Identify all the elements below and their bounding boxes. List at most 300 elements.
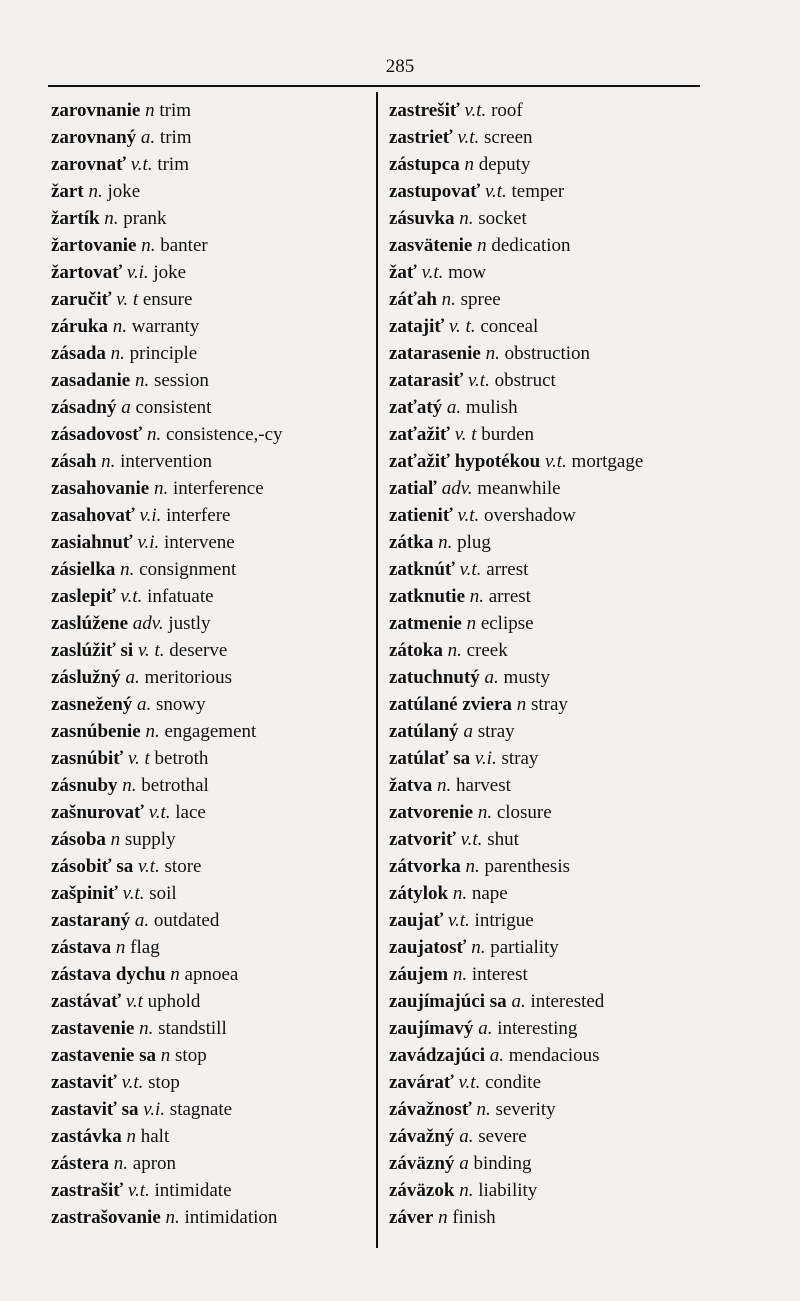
dictionary-entry <box>51 1015 373 1042</box>
entry-translation: mulish <box>465 397 518 418</box>
entry-headword: zasadanie <box>51 370 131 391</box>
entry-translation: infatuate <box>147 586 214 607</box>
entry-headword: zastupovať <box>389 181 481 202</box>
entry-part-of-speech: a. <box>484 667 499 688</box>
entry-part-of-speech: n. <box>113 1153 129 1174</box>
dictionary-entry <box>389 394 699 421</box>
entry-part-of-speech: v.t. <box>130 154 153 175</box>
dictionary-entry <box>51 448 373 475</box>
entry-part-of-speech: v. t. <box>449 316 476 337</box>
entry-translation: partiality <box>490 937 559 958</box>
dictionary-entry <box>51 232 373 259</box>
entry-headword: zástava <box>51 937 112 958</box>
dictionary-entry <box>389 691 699 718</box>
dictionary-entry <box>51 718 373 745</box>
entry-translation: intimidation <box>184 1207 278 1228</box>
entry-part-of-speech: a <box>463 721 473 742</box>
entry-translation: banter <box>160 235 208 256</box>
entry-translation: trim <box>159 100 192 121</box>
dictionary-entry <box>389 907 699 934</box>
dictionary-entry <box>51 961 373 988</box>
entry-part-of-speech: n <box>516 694 527 715</box>
entry-translation: intimidate <box>154 1180 232 1201</box>
entry-part-of-speech: n <box>438 1207 448 1228</box>
entry-part-of-speech: n. <box>441 289 456 310</box>
entry-translation: flag <box>130 937 160 958</box>
entry-headword: závažnosť <box>389 1099 472 1120</box>
entry-translation: betroth <box>154 748 209 769</box>
dictionary-entry <box>389 232 699 259</box>
entry-part-of-speech: a. <box>446 397 462 418</box>
dictionary-entry <box>51 259 373 286</box>
entry-translation: mendacious <box>508 1045 600 1066</box>
dictionary-entry <box>389 772 699 799</box>
entry-headword: zatuchnutý <box>389 667 480 688</box>
entry-part-of-speech: n. <box>465 856 480 877</box>
entry-headword: zavádzajúci <box>389 1045 486 1066</box>
entry-headword: zatúlať sa <box>389 748 471 769</box>
entry-translation: intrigue <box>474 910 534 931</box>
entry-part-of-speech: n. <box>447 640 462 661</box>
dictionary-entry <box>51 934 373 961</box>
entry-translation: principle <box>129 343 198 364</box>
entry-headword: záujem <box>389 964 449 985</box>
entry-part-of-speech: n. <box>438 532 453 553</box>
entry-translation: roof <box>491 100 523 121</box>
entry-translation: stray <box>530 694 568 715</box>
entry-headword: zaslúžiť si <box>51 640 134 661</box>
entry-headword: zátoka <box>389 640 443 661</box>
entry-headword: zátylok <box>389 883 449 904</box>
entry-translation: meritorious <box>144 667 233 688</box>
entry-headword: zásobiť sa <box>51 856 134 877</box>
entry-part-of-speech: n. <box>101 451 116 472</box>
entry-headword: zasahovanie <box>51 478 150 499</box>
dictionary-entry <box>51 1096 373 1123</box>
entry-translation: standstill <box>158 1018 227 1039</box>
dictionary-entry <box>389 1096 699 1123</box>
entry-headword: zásoba <box>51 829 106 850</box>
dictionary-entry <box>389 1069 699 1096</box>
entry-part-of-speech: v.t <box>125 991 143 1012</box>
entry-part-of-speech: v.t. <box>468 370 490 391</box>
entry-headword: zaručiť <box>51 289 112 310</box>
entry-translation: uphold <box>147 991 201 1012</box>
entry-part-of-speech: v.t. <box>459 559 482 580</box>
right-column <box>389 97 699 1231</box>
entry-translation: finish <box>452 1207 496 1228</box>
entry-part-of-speech: v.t. <box>458 1072 481 1093</box>
entry-part-of-speech: v.t. <box>457 127 480 148</box>
dictionary-entry <box>389 97 699 124</box>
entry-headword: zatiaľ <box>389 478 437 499</box>
entry-part-of-speech: n. <box>471 937 486 958</box>
dictionary-entry <box>389 988 699 1015</box>
entry-part-of-speech: a. <box>478 1018 493 1039</box>
dictionary-entry <box>51 475 373 502</box>
entry-headword: zašnurovať <box>51 802 144 823</box>
entry-headword: zastrašiť <box>51 1180 124 1201</box>
entry-translation: shut <box>487 829 519 850</box>
entry-headword: zastrieť <box>389 127 453 148</box>
entry-translation: harvest <box>456 775 511 796</box>
entry-part-of-speech: n. <box>104 208 119 229</box>
entry-headword: zastaraný <box>51 910 131 931</box>
entry-headword: zásada <box>51 343 106 364</box>
entry-part-of-speech: v.t. <box>464 100 487 121</box>
entry-headword: zaslepiť <box>51 586 116 607</box>
entry-part-of-speech: n <box>110 829 121 850</box>
entry-headword: zaslúžene <box>51 613 129 634</box>
entry-part-of-speech: v.t. <box>447 910 470 931</box>
dictionary-entry <box>389 637 699 664</box>
entry-part-of-speech: n. <box>452 883 468 904</box>
dictionary-entry <box>389 610 699 637</box>
entry-part-of-speech: n. <box>153 478 169 499</box>
entry-headword: zaťatý <box>389 397 443 418</box>
entry-headword: zátvorka <box>389 856 461 877</box>
entry-translation: justly <box>168 613 211 634</box>
entry-headword: zástupca <box>389 154 460 175</box>
entry-headword: žart <box>51 181 84 202</box>
entry-translation: meanwhile <box>477 478 561 499</box>
dictionary-entry <box>389 313 699 340</box>
entry-headword: zasiahnuť <box>51 532 133 553</box>
entry-part-of-speech: n <box>160 1045 171 1066</box>
entry-part-of-speech: v. t <box>116 289 139 310</box>
entry-headword: zasahovať <box>51 505 135 526</box>
entry-headword: zaujatosť <box>389 937 467 958</box>
entry-part-of-speech: a. <box>511 991 526 1012</box>
entry-part-of-speech: n <box>115 937 126 958</box>
entry-translation: plug <box>457 532 491 553</box>
dictionary-entry <box>389 934 699 961</box>
entry-part-of-speech: n <box>145 100 155 121</box>
entry-part-of-speech: v. t. <box>137 640 165 661</box>
entry-headword: zastavenie sa <box>51 1045 157 1066</box>
entry-translation: arrest <box>488 586 531 607</box>
dictionary-entry <box>51 745 373 772</box>
dictionary-entry <box>51 799 373 826</box>
entry-part-of-speech: v. t <box>127 748 150 769</box>
entry-translation: severity <box>495 1099 556 1120</box>
entry-translation: halt <box>140 1126 170 1147</box>
entry-part-of-speech: a. <box>125 667 140 688</box>
entry-headword: zavárať <box>389 1072 454 1093</box>
dictionary-entry <box>389 178 699 205</box>
dictionary-entry <box>51 286 373 313</box>
page-number: 285 <box>385 56 415 77</box>
entry-part-of-speech: a. <box>137 694 152 715</box>
dictionary-entry <box>51 421 373 448</box>
entry-part-of-speech: a. <box>459 1126 474 1147</box>
entry-headword: zástava dychu <box>51 964 166 985</box>
entry-headword: žatva <box>389 775 433 796</box>
entry-translation: lace <box>175 802 206 823</box>
entry-translation: parenthesis <box>484 856 570 877</box>
entry-headword: zaujímajúci sa <box>389 991 507 1012</box>
entry-headword: zatieniť <box>389 505 453 526</box>
entry-translation: interesting <box>497 1018 578 1039</box>
entry-translation: deserve <box>169 640 228 661</box>
entry-translation: deputy <box>478 154 531 175</box>
entry-translation: engagement <box>164 721 257 742</box>
entry-headword: záruka <box>51 316 108 337</box>
entry-part-of-speech: v.t. <box>127 1180 150 1201</box>
dictionary-entry <box>51 880 373 907</box>
entry-headword: žartovanie <box>51 235 137 256</box>
entry-translation: interest <box>471 964 528 985</box>
entry-translation: dedication <box>491 235 571 256</box>
entry-part-of-speech: adv. <box>441 478 473 499</box>
entry-part-of-speech: adv. <box>132 613 164 634</box>
entry-translation: obstruct <box>494 370 556 391</box>
dictionary-entry <box>389 421 699 448</box>
dictionary-entry <box>51 97 373 124</box>
entry-part-of-speech: n <box>466 613 477 634</box>
entry-headword: zatarasenie <box>389 343 481 364</box>
dictionary-entry <box>389 529 699 556</box>
entry-part-of-speech: n. <box>459 1180 474 1201</box>
entry-part-of-speech: v.t. <box>121 1072 144 1093</box>
dictionary-entry <box>51 205 373 232</box>
dictionary-entry <box>389 664 699 691</box>
entry-part-of-speech: n <box>170 964 180 985</box>
entry-part-of-speech: a. <box>134 910 150 931</box>
entry-part-of-speech: a <box>459 1153 469 1174</box>
dictionary-entry <box>51 1150 373 1177</box>
entry-translation: stray <box>501 748 539 769</box>
dictionary-entry <box>389 259 699 286</box>
dictionary-entry <box>51 1123 373 1150</box>
entry-headword: záväzok <box>389 1180 455 1201</box>
entry-translation: conceal <box>480 316 539 337</box>
dictionary-entry <box>389 826 699 853</box>
entry-translation: supply <box>124 829 176 850</box>
entry-translation: joke <box>107 181 141 202</box>
dictionary-entry <box>389 286 699 313</box>
entry-part-of-speech: v.t. <box>544 451 567 472</box>
dictionary-entry <box>51 1177 373 1204</box>
dictionary-entry <box>51 1042 373 1069</box>
entry-headword: závažný <box>389 1126 455 1147</box>
entry-headword: žartovať <box>51 262 123 283</box>
dictionary-entry <box>389 1150 699 1177</box>
dictionary-entry <box>389 448 699 475</box>
entry-headword: záväzný <box>389 1153 455 1174</box>
entry-headword: zasnúbiť <box>51 748 124 769</box>
entry-translation: ensure <box>142 289 193 310</box>
entry-translation: closure <box>496 802 552 823</box>
dictionary-entry <box>51 610 373 637</box>
dictionary-entry <box>389 880 699 907</box>
dictionary-entry <box>389 745 699 772</box>
entry-translation: eclipse <box>480 613 534 634</box>
dictionary-entry <box>389 367 699 394</box>
entry-headword: zarovnať <box>51 154 126 175</box>
entry-headword: zastavenie <box>51 1018 135 1039</box>
dictionary-entry <box>51 313 373 340</box>
entry-headword: zarovnanie <box>51 100 141 121</box>
dictionary-entry <box>51 178 373 205</box>
entry-part-of-speech: n. <box>469 586 484 607</box>
entry-part-of-speech: v.t. <box>484 181 507 202</box>
dictionary-entry <box>51 691 373 718</box>
entry-part-of-speech: n. <box>452 964 468 985</box>
entry-part-of-speech: v.t. <box>457 505 480 526</box>
entry-part-of-speech: n <box>464 154 474 175</box>
dictionary-entry <box>389 718 699 745</box>
entry-headword: zatmenie <box>389 613 462 634</box>
entry-part-of-speech: n. <box>141 235 156 256</box>
entry-part-of-speech: n. <box>110 343 125 364</box>
dictionary-entry <box>389 1042 699 1069</box>
entry-translation: consistence,-cy <box>165 424 283 445</box>
dictionary-entry <box>389 151 699 178</box>
entry-part-of-speech: n. <box>459 208 474 229</box>
entry-part-of-speech: v.i. <box>126 262 149 283</box>
entry-headword: zatknúť <box>389 559 455 580</box>
entry-part-of-speech: v.t. <box>460 829 483 850</box>
entry-headword: zasnežený <box>51 694 133 715</box>
entry-part-of-speech: n. <box>112 316 127 337</box>
entry-translation: joke <box>153 262 187 283</box>
entry-part-of-speech: n. <box>146 424 162 445</box>
entry-headword: zaťažiť hypotékou <box>389 451 541 472</box>
entry-part-of-speech: n. <box>122 775 137 796</box>
entry-headword: záslužný <box>51 667 121 688</box>
dictionary-entry <box>51 1204 373 1231</box>
dictionary-entry <box>51 637 373 664</box>
entry-headword: zasvätenie <box>389 235 473 256</box>
entry-translation: screen <box>484 127 533 148</box>
entry-headword: zatúlaný <box>389 721 459 742</box>
dictionary-entry <box>51 988 373 1015</box>
entry-translation: musty <box>503 667 550 688</box>
entry-part-of-speech: n <box>477 235 487 256</box>
dictionary-entry <box>51 826 373 853</box>
dictionary-entry <box>51 1069 373 1096</box>
entry-headword: zásadný <box>51 397 117 418</box>
dictionary-entry <box>51 556 373 583</box>
entry-translation: warranty <box>131 316 200 337</box>
entry-translation: snowy <box>156 694 206 715</box>
dictionary-entry <box>51 583 373 610</box>
entry-headword: zástera <box>51 1153 110 1174</box>
entry-headword: zásuvka <box>389 208 455 229</box>
dictionary-entry <box>51 124 373 151</box>
entry-translation: severe <box>478 1126 527 1147</box>
entry-headword: zašpiniť <box>51 883 118 904</box>
entry-translation: consistent <box>135 397 212 418</box>
dictionary-entry <box>389 1123 699 1150</box>
entry-part-of-speech: n. <box>88 181 103 202</box>
entry-headword: zásielka <box>51 559 116 580</box>
entry-headword: záver <box>389 1207 434 1228</box>
entry-translation: trim <box>157 154 189 175</box>
entry-headword: zastaviť sa <box>51 1099 139 1120</box>
entry-translation: store <box>164 856 202 877</box>
entry-translation: nape <box>471 883 508 904</box>
entry-translation: session <box>153 370 209 391</box>
entry-part-of-speech: a <box>121 397 131 418</box>
entry-translation: betrothal <box>141 775 209 796</box>
entry-translation: trim <box>159 127 192 148</box>
entry-translation: condite <box>485 1072 542 1093</box>
entry-translation: stagnate <box>169 1099 233 1120</box>
entry-translation: arrest <box>486 559 529 580</box>
entry-headword: zátka <box>389 532 434 553</box>
entry-translation: interested <box>530 991 605 1012</box>
dictionary-entry <box>389 961 699 988</box>
dictionary-entry <box>51 340 373 367</box>
entry-part-of-speech: v.t. <box>148 802 171 823</box>
entry-headword: zatvoriť <box>389 829 456 850</box>
entry-translation: apnoea <box>184 964 239 985</box>
dictionary-entry <box>389 799 699 826</box>
entry-translation: spree <box>460 289 501 310</box>
entry-headword: zaujímavý <box>389 1018 474 1039</box>
entry-translation: overshadow <box>484 505 576 526</box>
entry-headword: zastávať <box>51 991 122 1012</box>
entry-translation: mortgage <box>571 451 644 472</box>
entry-headword: zarovnaný <box>51 127 137 148</box>
dictionary-entry <box>51 853 373 880</box>
entry-translation: intervene <box>164 532 235 553</box>
header-rule <box>48 85 700 87</box>
entry-translation: interfere <box>166 505 231 526</box>
entry-headword: zatúlané zviera <box>389 694 512 715</box>
dictionary-entry <box>389 1204 699 1231</box>
entry-headword: zásnuby <box>51 775 118 796</box>
dictionary-entry <box>389 583 699 610</box>
column-divider <box>376 92 378 1248</box>
entry-translation: stray <box>477 721 515 742</box>
entry-part-of-speech: n. <box>165 1207 180 1228</box>
entry-translation: apron <box>132 1153 177 1174</box>
entry-part-of-speech: n. <box>476 1099 491 1120</box>
entry-headword: zastávka <box>51 1126 122 1147</box>
entry-headword: zastrešiť <box>389 100 460 121</box>
entry-translation: stop <box>175 1045 207 1066</box>
entry-part-of-speech: a. <box>140 127 156 148</box>
dictionary-entry <box>389 1015 699 1042</box>
entry-part-of-speech: n. <box>437 775 452 796</box>
dictionary-entry <box>389 853 699 880</box>
entry-headword: zatknutie <box>389 586 465 607</box>
entry-translation: obstruction <box>504 343 591 364</box>
dictionary-entry <box>51 394 373 421</box>
entry-part-of-speech: n. <box>139 1018 154 1039</box>
entry-headword: zasnúbenie <box>51 721 141 742</box>
entry-headword: žať <box>389 262 417 283</box>
entry-headword: zatarasiť <box>389 370 464 391</box>
entry-translation: interference <box>172 478 264 499</box>
entry-headword: zaťažiť <box>389 424 450 445</box>
dictionary-entry <box>51 367 373 394</box>
entry-translation: mow <box>448 262 487 283</box>
entry-translation: prank <box>123 208 167 229</box>
entry-translation: socket <box>478 208 527 229</box>
entry-part-of-speech: v.i. <box>143 1099 166 1120</box>
entry-part-of-speech: v.t. <box>421 262 444 283</box>
entry-part-of-speech: n. <box>134 370 150 391</box>
entry-part-of-speech: a. <box>489 1045 505 1066</box>
dictionary-entry <box>51 529 373 556</box>
entry-translation: soil <box>149 883 177 904</box>
dictionary-entry <box>51 664 373 691</box>
entry-headword: zatajiť <box>389 316 445 337</box>
